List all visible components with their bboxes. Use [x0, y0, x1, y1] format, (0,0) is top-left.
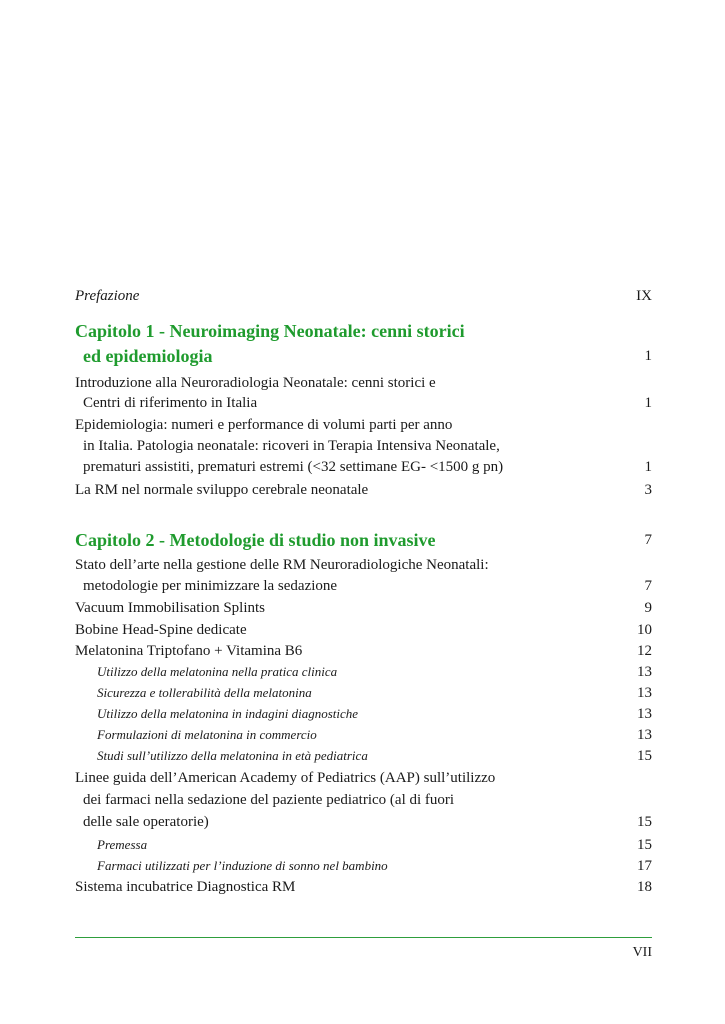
toc-entry-page: 12 — [637, 643, 652, 659]
chapter1-page: 1 — [644, 348, 652, 364]
toc-entry-page: 9 — [644, 600, 652, 616]
toc-entry-line: Stato dell’arte nella gestione delle RM Neuroradiologiche Neonatali: — [75, 557, 489, 573]
toc-entry-line: metodologie per minimizzare la sedazione — [83, 578, 338, 594]
toc-entry-page: 18 — [637, 879, 652, 895]
toc-entry-page: 1 — [644, 459, 652, 475]
toc-entry-line: prematuri assistiti, prematuri estremi (<32 settimane EG- <1500 g pn) — [83, 459, 504, 475]
toc-entry-line: Melatonina Triptofano + Vitamina B6 — [75, 643, 303, 659]
toc-entry-page: IX — [636, 288, 652, 304]
page-number: VII — [632, 945, 652, 960]
toc-entry-line: Sicurezza e tollerabilità della melatonina — [97, 685, 312, 700]
toc-entry-line: Epidemiologia: numeri e performance di volumi parti per anno — [75, 417, 453, 433]
toc-entry-line: Sistema incubatrice Diagnostica RM — [75, 879, 296, 895]
toc-entry-page: 13 — [637, 664, 652, 680]
toc-entry-page: 17 — [637, 858, 652, 874]
toc-entry-page: 15 — [637, 837, 652, 853]
toc-entry-line: Premessa — [97, 837, 148, 852]
chapter1-title-line1: Capitolo 1 - Neuroimaging Neonatale: cenni storici — [75, 321, 465, 341]
toc-entry-line: La RM nel normale sviluppo cerebrale neonatale — [75, 482, 369, 498]
toc-entry-page: 7 — [644, 578, 652, 594]
footer-rule — [75, 937, 652, 938]
toc-entry-title: Prefazione — [75, 288, 140, 304]
toc-entry-line: Formulazioni di melatonina in commercio — [97, 727, 317, 742]
toc-entry-line: Introduzione alla Neuroradiologia Neonatale: cenni storici e — [75, 375, 436, 391]
toc-entry-line: Utilizzo della melatonina in indagini diagnostiche — [97, 706, 359, 721]
toc-entry-page: 3 — [644, 482, 652, 498]
chapter2-title: Capitolo 2 - Metodologie di studio non invasive — [75, 530, 436, 550]
toc-entry-page: 13 — [637, 706, 652, 722]
toc-entry-line: Vacuum Immobilisation Splints — [75, 600, 265, 616]
toc-entry-line: Studi sull’utilizzo della melatonina in età pediatrica — [97, 748, 368, 763]
toc-entry-line: Linee guida dell’American Academy of Pediatrics (AAP) sull’utilizzo — [75, 770, 496, 786]
toc-entry-line: Farmaci utilizzati per l’induzione di sonno nel bambino — [97, 858, 388, 873]
toc-entry-line: dei farmaci nella sedazione del paziente pediatrico (al di fuori — [83, 792, 455, 808]
toc-entry-page: 15 — [637, 814, 652, 830]
toc-entry-page: 1 — [644, 395, 652, 411]
toc-entry-page: 15 — [637, 748, 652, 764]
toc-entry-line: Centri di riferimento in Italia — [83, 395, 258, 411]
toc-entry-line: Utilizzo della melatonina nella pratica clinica — [97, 664, 338, 679]
toc-entry-line: delle sale operatorie) — [83, 814, 209, 830]
toc-entry-page: 10 — [637, 622, 652, 638]
chapter1-title-line2: ed epidemiologia — [83, 346, 213, 366]
toc-entry-page: 13 — [637, 685, 652, 701]
chapter2-page: 7 — [644, 532, 652, 548]
toc-entry-line: in Italia. Patologia neonatale: ricoveri in Terapia Intensiva Neonatale, — [83, 438, 500, 454]
toc-entry-page: 13 — [637, 727, 652, 743]
toc-entry-line: Bobine Head-Spine dedicate — [75, 622, 247, 638]
